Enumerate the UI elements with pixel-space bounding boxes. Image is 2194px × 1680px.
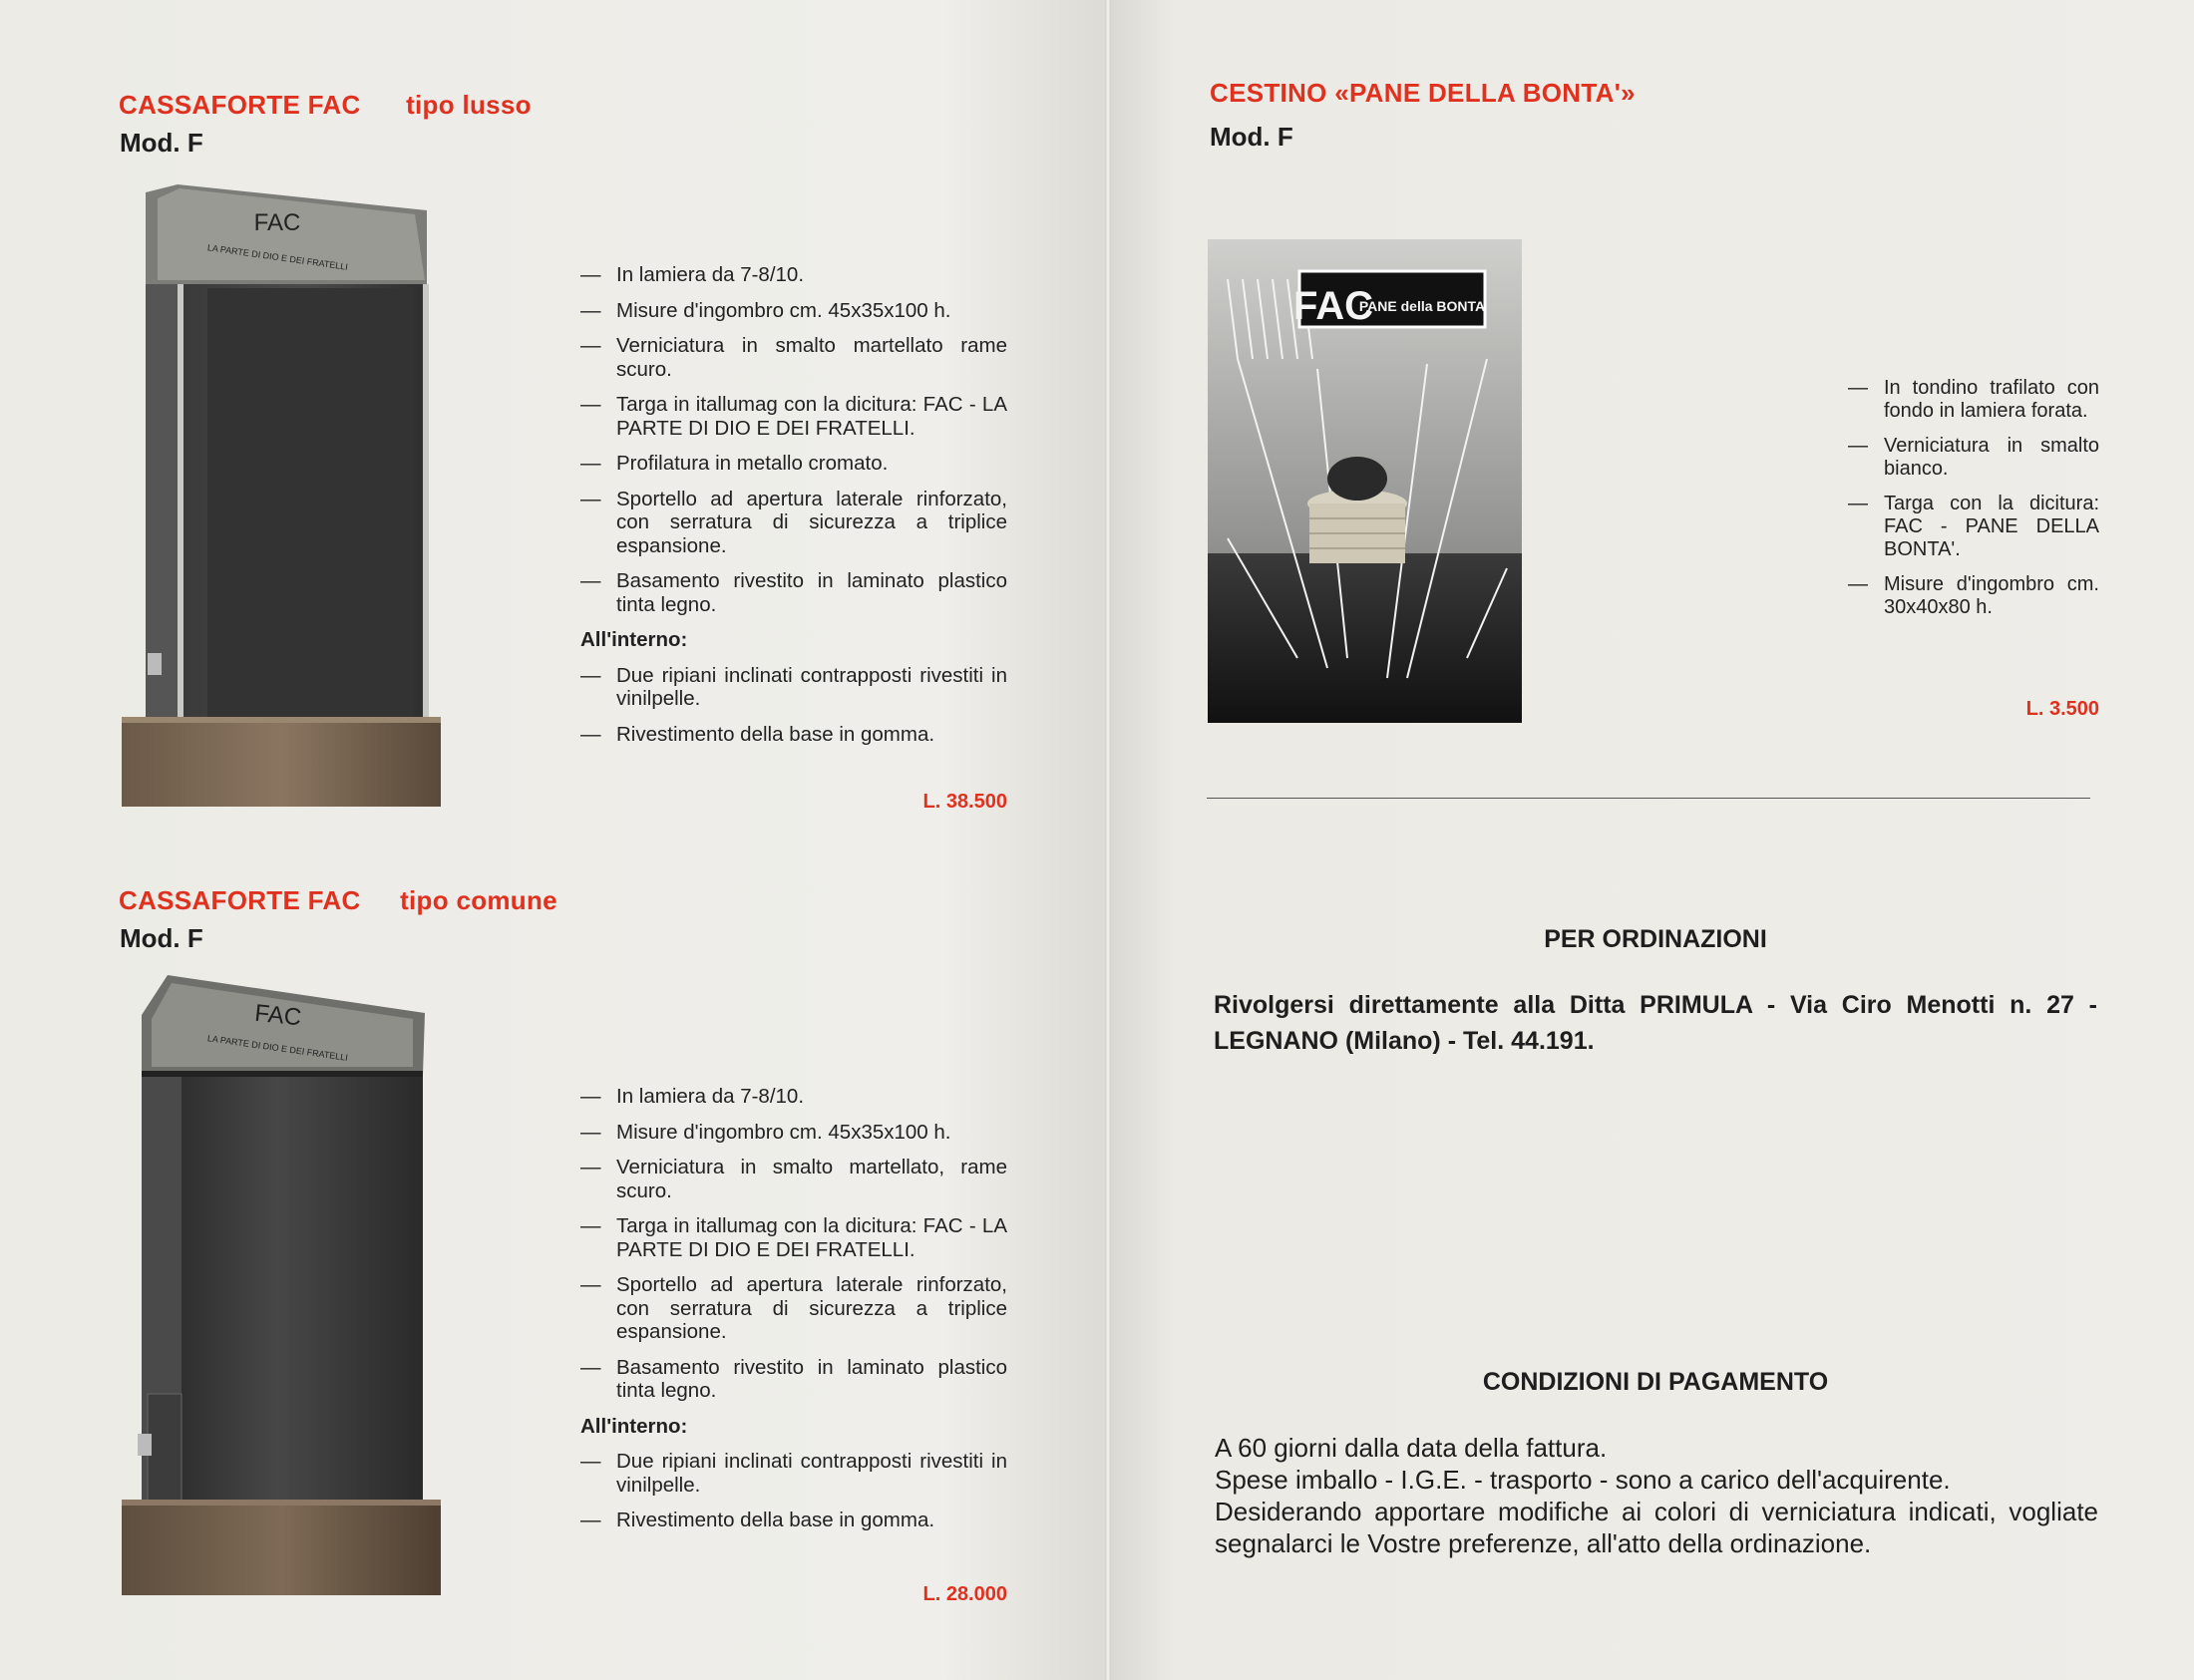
spec-item: — Verniciatura in smalto martellato, rame scuro. [580,1156,1007,1202]
spec-item: — Sportello ad apertura laterale rinforzato, con serratura di sicurezza a triplice espansione. [580,1273,1007,1343]
interior-label: All'interno: [580,1414,688,1438]
product3-title: CESTINO «PANE DELLA BONTA'» [1210,78,1636,108]
product2-model: Mod. F [120,923,203,953]
spec-item: — Sportello ad apertura laterale rinforzato, con serratura di sicurezza a triplice espansione. [580,487,1007,557]
product2-price: L. 28.000 [922,1583,1007,1605]
spec-item: — Verniciatura in smalto martellato rame scuro. [580,334,1007,381]
product2-safe-image [118,975,457,1613]
spec-item: — Rivestimento della base in gomma. [580,722,935,746]
product2-plate-text: FAC [253,999,303,1032]
spec-item: — Verniciatura in smalto bianco. [1848,435,2099,480]
spec-item: — Rivestimento della base in gomma. [580,1509,935,1531]
product3-specs [1848,377,2099,631]
spec-item: — Misure d'ingombro cm. 45x35x100 h. [580,298,951,322]
product2-plate-sub: LA PARTE DI DIO E DEI FRATELLI [206,1033,349,1063]
payment-text [1215,1432,2098,1559]
section-divider [1207,798,2090,799]
product3-model: Mod. F [1210,122,1293,152]
spec-item: — Basamento rivestito in laminato plastico tinta legno. [580,1355,1007,1402]
product3-photo [1208,239,1522,723]
spec-item: — Misure d'ingombro cm. 45x35x100 h. [580,1120,951,1144]
product1-price: L. 38.500 [922,791,1007,813]
product1-title-text: CASSAFORTE FAC [119,90,361,120]
product1-plate-sub: LA PARTE DI DIO E DEI FRATELLI [206,242,349,272]
product3-price: L. 3.500 [2025,698,2099,720]
binding-gutter [1105,0,1111,1680]
product1-subtitle: tipo lusso [406,90,532,120]
payment-heading: CONDIZIONI DI PAGAMENTO [1482,1368,1829,1396]
interior-label: All'interno: [580,628,688,651]
payment-line: Desiderando apportare modifiche ai colori di verniciatura indicati, vogliate segnalarci le Vostre preferenze, all'atto della ordinazione. [1215,1497,2098,1558]
product1-plate-text: FAC [253,209,301,236]
payment-line: A 60 giorni dalla data della fattura. [1215,1433,1608,1463]
spec-item: — Targa in itallumag con la dicitura: FAC - LA PARTE DI DIO E DEI FRATELLI. [580,1214,1007,1261]
spec-item: — In lamiera da 7-8/10. [580,1085,805,1108]
spec-item: — Basamento rivestito in laminato plastico tinta legno. [580,569,1007,616]
spec-item: — Profilatura in metallo cromato. [580,452,889,475]
sign-pane-text: PANE della BONTA [1358,298,1486,314]
product2-title [119,885,557,916]
spec-item: — Targa in itallumag con la dicitura: FAC - LA PARTE DI DIO E DEI FRATELLI. [580,393,1007,440]
spec-item: — In lamiera da 7-8/10. [580,263,805,286]
orders-text: Rivolgersi direttamente alla Ditta PRIMULA - Via Ciro Menotti n. 27 - LEGNANO (Milano) - Tel. 44.191. [1214,991,2097,1055]
sign-fac-text: FAC [1293,284,1373,328]
orders-heading: PER ORDINAZIONI [1544,925,1767,953]
product1-safe-image [118,184,457,813]
product1-specs [580,263,1007,758]
spec-item: — Due ripiani inclinati contrapposti rivestiti in vinilpelle. [580,1450,1007,1497]
spec-item: — Targa con la dicitura: FAC - PANE DELLA BONTA'. [1848,493,2099,560]
product2-subtitle: tipo comune [400,885,557,915]
spec-item: — Misure d'ingombro cm. 30x40x80 h. [1848,573,2099,618]
product1-title [119,90,532,121]
product2-specs [580,1085,1007,1544]
spec-item: — In tondino trafilato con fondo in lamiera forata. [1848,377,2099,422]
product1-model: Mod. F [120,128,203,158]
product2-title-text: CASSAFORTE FAC [119,885,361,915]
payment-line: Spese imballo - I.G.E. - trasporto - sono a carico dell'acquirente. [1215,1465,1951,1495]
spec-item: — Due ripiani inclinati contrapposti rivestiti in vinilpelle. [580,663,1007,710]
